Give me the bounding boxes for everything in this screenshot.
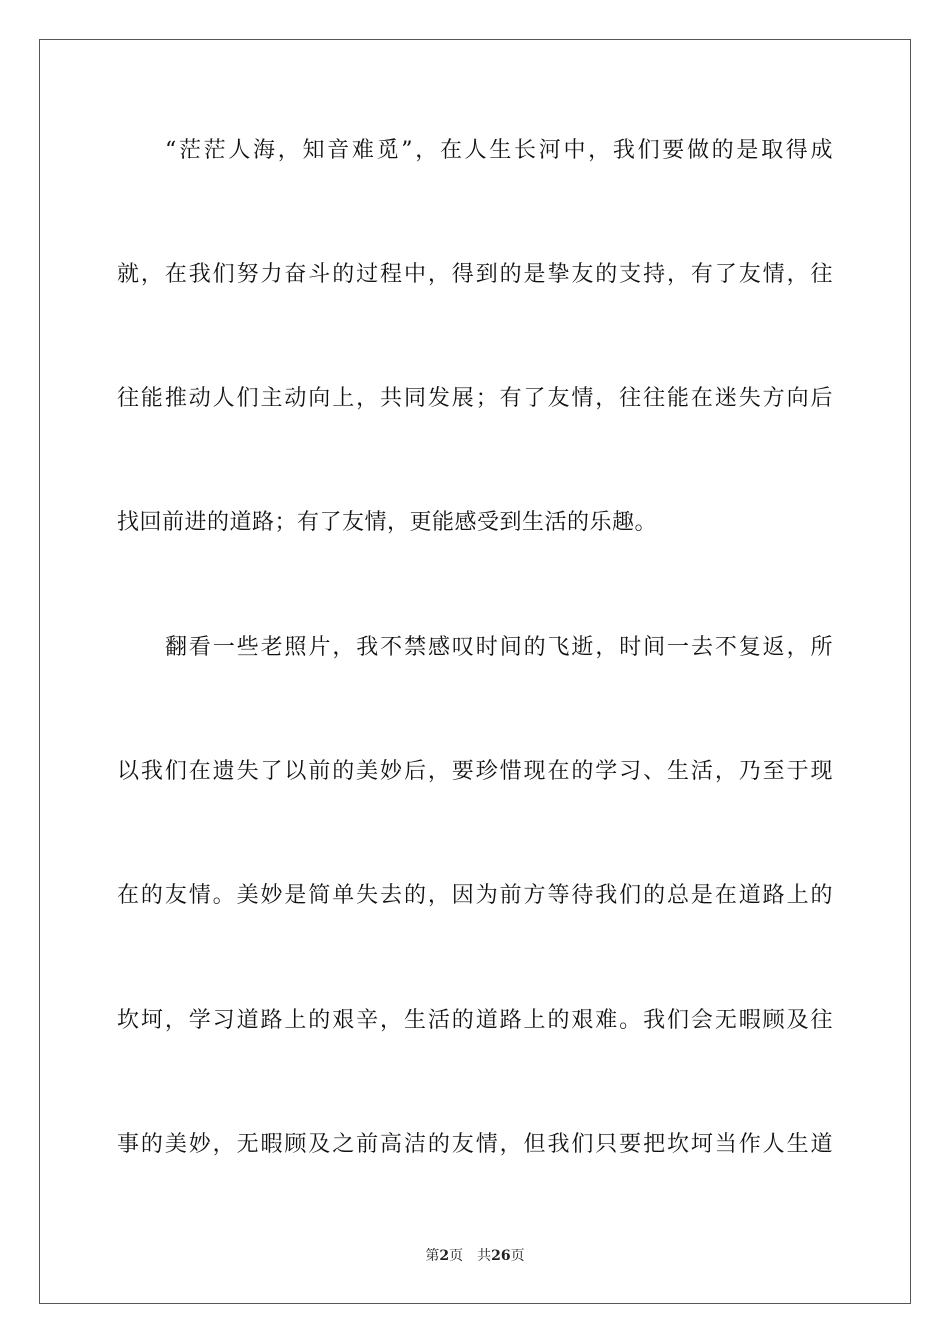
paragraph-2-line-4: 坎坷，学习道路上的艰辛，生活的道路上的艰难。我们会无暇顾及往	[117, 1008, 833, 1033]
total-pages: 26	[491, 1248, 511, 1264]
page-suffix: 页	[449, 1248, 464, 1264]
page-number: 2	[439, 1248, 450, 1264]
paragraph-2-line-1: 翻看一些老照片，我不禁感叹时间的飞逝，时间一去不复返，所	[165, 635, 833, 660]
paragraph-2-line-2: 以我们在遗失了以前的美妙后，要珍惜现在的学习、生活，乃至于现	[117, 759, 833, 784]
paragraph-2-line-5: 事的美妙，无暇顾及之前高洁的友情，但我们只要把坎坷当作人生道	[117, 1132, 833, 1157]
paragraph-2-line-3: 在的友情。美妙是简单失去的，因为前方等待我们的总是在道路上的	[117, 883, 833, 908]
total-prefix: 共	[477, 1248, 492, 1264]
paragraph-1-line-2: 就，在我们努力奋斗的过程中，得到的是挚友的支持，有了友情，往	[117, 262, 833, 287]
page-border	[39, 39, 911, 1304]
total-suffix: 页	[510, 1248, 525, 1264]
page-prefix: 第	[425, 1248, 440, 1264]
paragraph-1-line-4: 找回前进的道路；有了友情，更能感受到生活的乐趣。	[117, 510, 658, 535]
page-footer	[0, 1247, 950, 1265]
paragraph-1-line-1: “茫茫人海，知音难觅”，在人生长河中，我们要做的是取得成	[165, 138, 833, 163]
paragraph-1-line-3: 往能推动人们主动向上，共同发展；有了友情，往往能在迷失方向后	[117, 386, 833, 411]
